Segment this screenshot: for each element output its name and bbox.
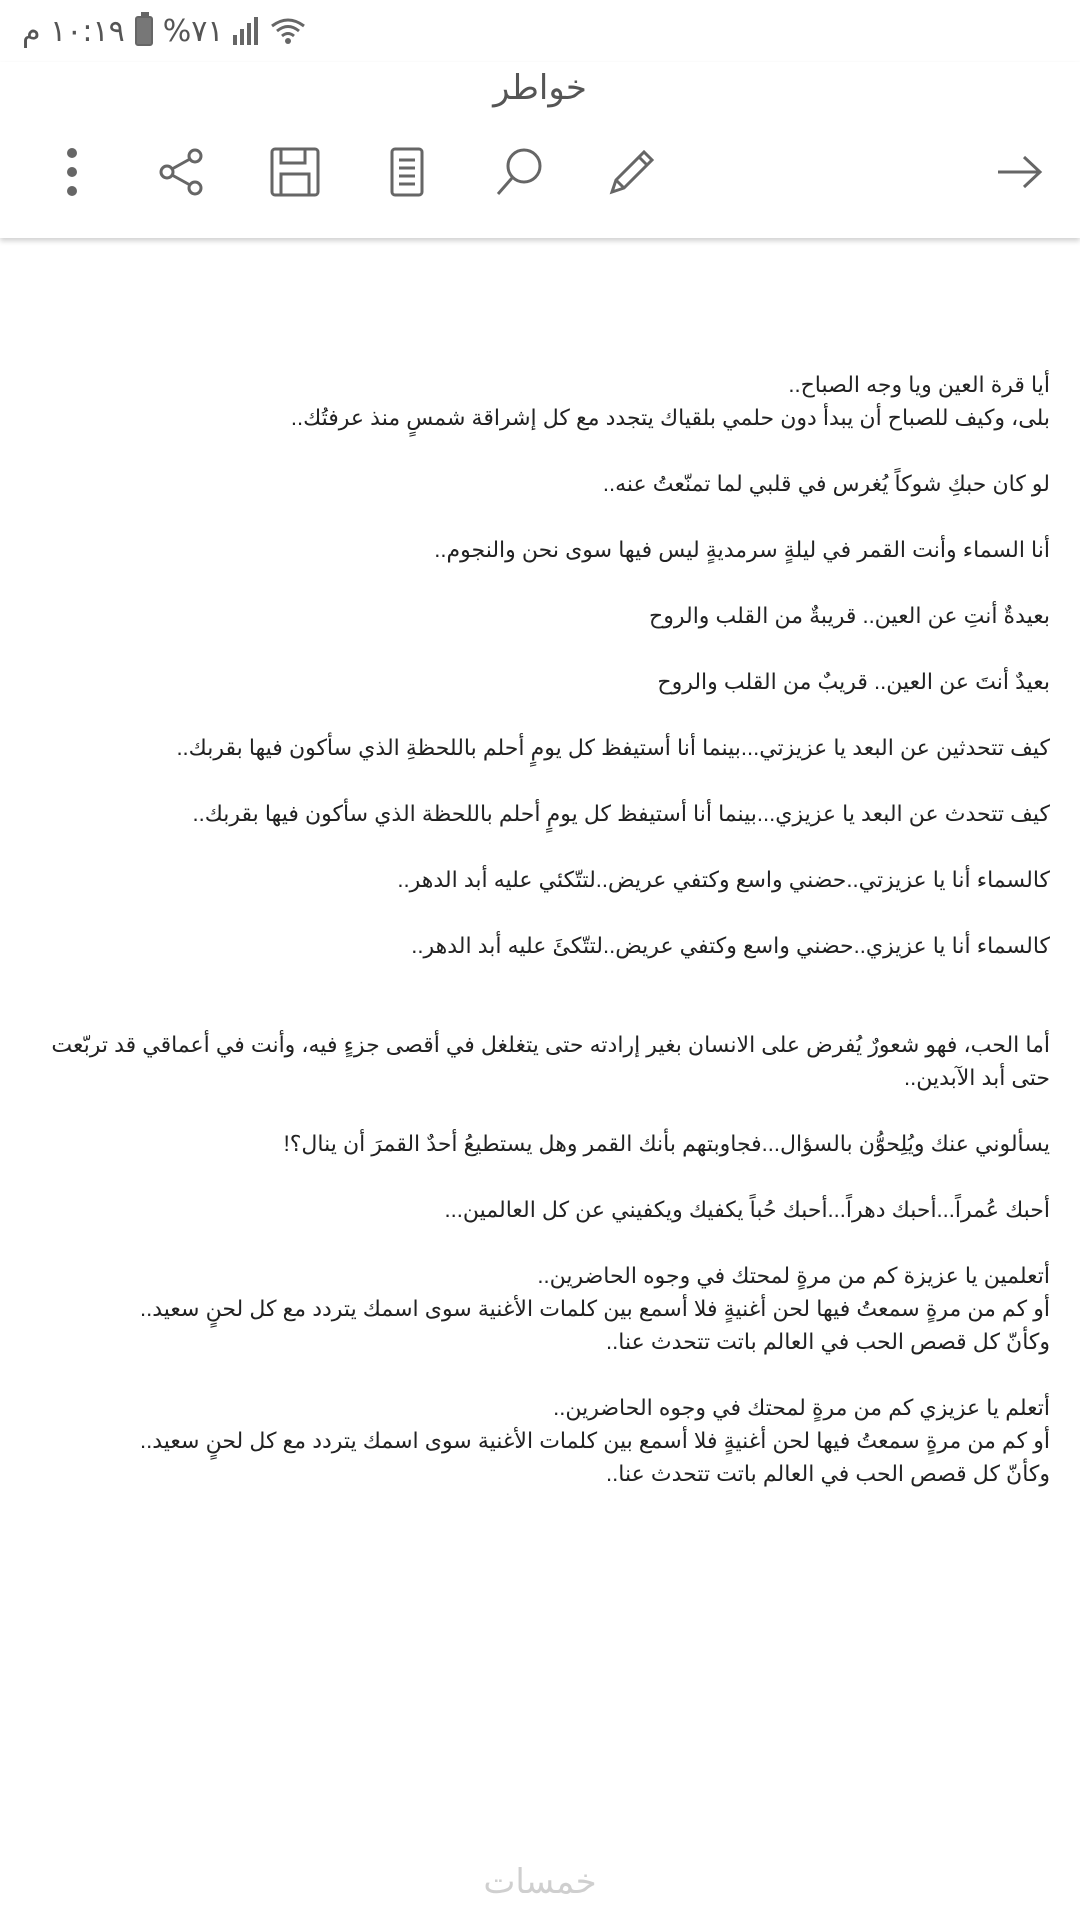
blank-line (50, 962, 1050, 995)
edit-button[interactable] (600, 140, 664, 204)
page-title: خواطر (493, 68, 587, 108)
text-line: بعيدةٌ أنتِ عن العين.. قريبةٌ من القلب والروح (649, 603, 1050, 628)
text-line: لو كان حبكِ شوكاً يُغرس في قلبي لما تمنّعتُ عنه.. (602, 471, 1050, 496)
blank-line (50, 1358, 1050, 1391)
text-line: أيا قرة العين ويا وجه الصباح.. (788, 372, 1050, 397)
blank-line (50, 995, 1050, 1028)
blank-line (50, 500, 1050, 533)
text-line: أما الحب، فهو شعورٌ يُفرض على الانسان بغير إرادته حتى يتغلغل في أقصى جزءٍ فيه، وأنت في أعماقي قد تربّعت حتى أبد الآبدين.. (51, 1032, 1050, 1090)
text-line: يسألوني عنك ويُلِحوُّن بالسؤال...فجاوبتهم بأنك القمر وهل يستطيعُ أحدٌ القمرَ أن ينال؟! (283, 1131, 1050, 1156)
save-icon (269, 146, 321, 198)
blank-line (50, 566, 1050, 599)
save-button[interactable] (263, 140, 327, 204)
status-time: ١٠:١٩ م (22, 13, 125, 49)
back-button[interactable] (988, 140, 1052, 204)
document-view[interactable] (0, 238, 1080, 1920)
text-line: كيف تتحدث عن البعد يا عزيزي...بينما أنا أستيفظ كل يومٍ أحلم باللحظة الذي سأكون فيها بقربك.. (192, 801, 1050, 826)
document-button[interactable] (375, 140, 439, 204)
text-line: كالسماء أنا يا عزيزي..حضني واسع وكتفي عريض..لتتّكئَ عليه أبد الدهر.. (411, 933, 1050, 958)
wifi-icon (268, 16, 308, 46)
search-button[interactable] (488, 140, 552, 204)
text-line: وكأنّ كل قصص الحب في العالم باتت تتحدث عنا.. (606, 1329, 1050, 1354)
status-bar (0, 0, 1080, 62)
text-line: كالسماء أنا يا عزيزتي..حضني واسع وكتفي عريض..لتتّكئي عليه أبد الدهر.. (397, 867, 1050, 892)
edit-icon (606, 146, 658, 198)
text-line: أتعلمين يا عزيزة كم من مرةٍ لمحتك في وجوه الحاضرين.. (537, 1263, 1050, 1288)
blank-line (50, 1226, 1050, 1259)
blank-line (50, 698, 1050, 731)
battery-percent: %٧١ (162, 13, 224, 49)
blank-line (50, 632, 1050, 665)
more-vert-icon (62, 147, 82, 197)
document-text (50, 368, 1050, 1490)
blank-line (50, 1094, 1050, 1127)
text-line: بعيدٌ أنتَ عن العين.. قريبٌ من القلب والروح (657, 669, 1050, 694)
blank-line (50, 764, 1050, 797)
text-line: أتعلم يا عزيزي كم من مرةٍ لمحتك في وجوه الحاضرين.. (553, 1395, 1050, 1420)
back-arrow-icon (994, 152, 1046, 192)
text-line: أو كم من مرةٍ سمعتُ فيها لحن أغنيةٍ فلا أسمع بين كلمات الأغنية سوى اسمك يتردد مع كل لحنٍ سعيد.. (140, 1428, 1050, 1453)
text-line: أحبك عُمراً...أحبك دهراً...أحبك حُباً يكفيك ويكفيني عن كل العالمين... (444, 1197, 1050, 1222)
blank-line (50, 1160, 1050, 1193)
text-line: كيف تتحدثين عن البعد يا عزيزتي...بينما أنا أستيفظ كل يومٍ أحلم باللحظةِ الذي سأكون فيها بقربك.. (176, 735, 1050, 760)
document-icon (387, 146, 427, 198)
more-options-button[interactable] (40, 140, 104, 204)
text-line: بلى، وكيف للصباح أن يبدأ دون حلمي بلقياك يتجدد مع كل إشراقة شمسٍ منذ عرفتُك.. (290, 405, 1050, 430)
share-button[interactable] (150, 140, 214, 204)
share-icon (157, 147, 207, 197)
text-line: أنا السماء وأنت القمر في ليلةٍ سرمديةٍ ليس فيها سوى نحن والنجوم.. (434, 537, 1050, 562)
signal-icon (233, 17, 258, 45)
text-line: أو كم من مرةٍ سمعتُ فيها لحن أغنيةٍ فلا أسمع بين كلمات الأغنية سوى اسمك يتردد مع كل لحنٍ سعيد.. (140, 1296, 1050, 1321)
app-bar (0, 62, 1080, 238)
search-icon (494, 146, 546, 198)
battery-icon (135, 16, 153, 46)
blank-line (50, 830, 1050, 863)
watermark: خمسات (483, 1862, 597, 1902)
blank-line (50, 896, 1050, 929)
text-line: وكأنّ كل قصص الحب في العالم باتت تتحدث عنا.. (606, 1461, 1050, 1486)
blank-line (50, 434, 1050, 467)
